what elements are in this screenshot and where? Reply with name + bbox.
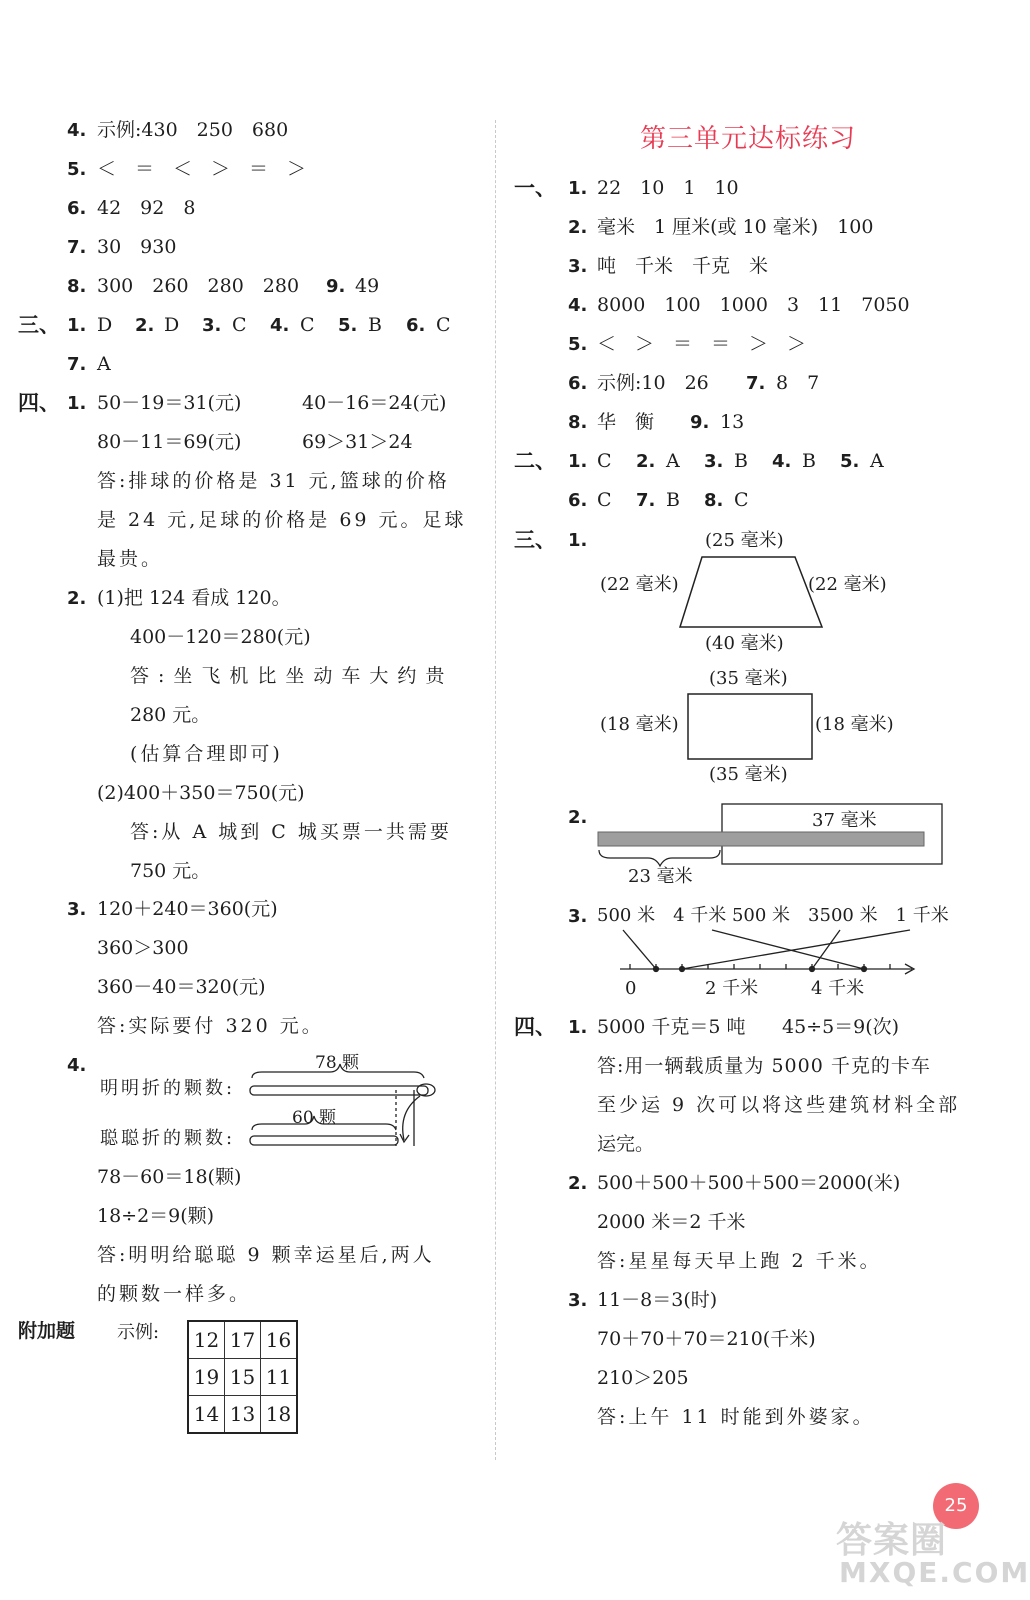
choice-num: 3. (704, 451, 724, 472)
match-4km500m (712, 930, 864, 969)
equation: 360－40＝320(元) (97, 976, 266, 998)
extra-question-label: 附加题 (18, 1320, 76, 1342)
match-1km (682, 930, 910, 969)
rectangle-bottom-label: (35 毫米) (709, 764, 788, 785)
answer-line: 750 元。 (130, 860, 211, 882)
brace-60 (252, 1116, 396, 1130)
trapezoid-shape (680, 557, 822, 627)
choice-ans: C (734, 489, 749, 511)
page-number-badge: 25 (933, 1483, 979, 1529)
q-number: 1. (568, 178, 588, 199)
p1-number: 1. (67, 393, 87, 414)
diagram-label-78: 78 颗 (315, 1053, 360, 1073)
choice-num: 5. (338, 315, 358, 336)
q-number: 3. (568, 906, 588, 927)
long-gray-bar (598, 832, 924, 846)
answer-line: 答:从 A 城到 C 城买票一共需要 (130, 821, 452, 843)
choice-ans: C (597, 450, 612, 472)
grid-cell: 17 (225, 1321, 261, 1359)
answer-line: 答:实际要付 320 元。 (97, 1015, 324, 1037)
answer-line: 运完。 (597, 1133, 655, 1155)
equation: 5000 千克＝5 吨 (597, 1016, 746, 1038)
match-500m (623, 930, 656, 969)
q-number: 7. (746, 373, 766, 394)
bar-comparison-diagram (598, 804, 942, 866)
choice-ans: B (802, 450, 816, 472)
choice-ans: C (597, 489, 612, 511)
q-number: 1. (568, 530, 588, 551)
note: (估算合理即可) (130, 743, 283, 765)
answer-line: 答:用一辆载质量为 5000 千克的卡车 (597, 1055, 931, 1077)
grid-cell: 15 (225, 1359, 261, 1396)
q-number: 2. (568, 807, 588, 828)
comparison: 360＞300 (97, 937, 189, 959)
q9-number: 9. (326, 276, 346, 297)
choice-ans: C (300, 314, 315, 336)
choice-ans: A (870, 450, 884, 472)
brace-23mm (599, 850, 720, 866)
diagram-label-60: 60 颗 (292, 1108, 337, 1128)
trapezoid-left-label: (22 毫米) (600, 574, 679, 595)
grid-cell: 13 (225, 1396, 261, 1434)
choice-ans: D (97, 314, 113, 336)
answer-line: 答:星星每天早上跑 2 千米。 (597, 1250, 882, 1272)
watermark-logo: 答案圈 (836, 1520, 948, 1561)
rectangle-left-label: (18 毫米) (600, 714, 679, 735)
q-answer: 13 (720, 411, 745, 433)
watermark-url: MXQE.COM (839, 1556, 1030, 1589)
p2-number: 2. (568, 1173, 588, 1194)
answer-line: 是 24 元,足球的价格是 69 元。足球 (97, 509, 467, 531)
q-answer: 吨 千米 千克 米 (597, 255, 769, 277)
choice-num: 1. (568, 451, 588, 472)
choice-ans: A (666, 450, 680, 472)
curved-arrow (403, 1096, 420, 1140)
choice-ans: D (164, 314, 180, 336)
q-answer: ＜ ＞ ＝ ＝ ＞ ＞ (597, 333, 807, 355)
grid-cell: 19 (188, 1359, 225, 1396)
equation: 78－60＝18(颗) (97, 1166, 242, 1188)
q-number: 6. (568, 373, 588, 394)
section-3-label-right: 三、 (514, 528, 556, 552)
q-number: 3. (568, 256, 588, 277)
diagram-label-congcong: 聪聪折的颗数: (100, 1128, 236, 1149)
section-2-label: 二、 (514, 449, 556, 473)
equation: 50－19＝31(元) (97, 392, 242, 414)
equation: 11－8＝3(时) (597, 1289, 718, 1311)
answer-line: 280 元。 (130, 704, 211, 726)
q-answer: 8000 100 1000 3 11 7050 (597, 294, 910, 316)
p4-number: 4. (67, 1055, 87, 1076)
q9-answer: 49 (355, 275, 380, 297)
q-number: 2. (568, 217, 588, 238)
q-number: 8. (568, 412, 588, 433)
equation: 45÷5＝9(次) (782, 1016, 900, 1038)
choice-num: 4. (772, 451, 792, 472)
q7-number: 7. (67, 237, 87, 258)
equation: 40－16＝24(元) (302, 392, 447, 414)
equation: 70＋70＋70＝210(千米) (597, 1328, 816, 1350)
q-answer: 8 7 (776, 372, 820, 394)
equation: 400－120＝280(元) (130, 626, 311, 648)
answer-line: 答:明明给聪聪 9 颗幸运星后,两人 (97, 1244, 435, 1266)
number-line-diagram (620, 930, 914, 974)
rectangle-shape (688, 694, 812, 759)
choice-num: 2. (135, 315, 155, 336)
diagram-label-mingming: 明明折的颗数: (100, 1078, 236, 1099)
choice-ans: C (436, 314, 451, 336)
grid-cell: 11 (261, 1359, 298, 1396)
choice-num: 3. (202, 315, 222, 336)
q-number: 9. (690, 412, 710, 433)
q4-number: 4. (67, 120, 87, 141)
choice-num: 2. (636, 451, 656, 472)
choice-num: 7. (636, 490, 656, 511)
match-3500m (812, 930, 840, 969)
q7-answer: 30 930 (97, 236, 177, 258)
q-answer: 毫米 1 厘米(或 10 毫米) 100 (597, 216, 874, 238)
grid-cell: 14 (188, 1396, 225, 1434)
choice-num: 6. (406, 315, 426, 336)
choice-ans: C (232, 314, 247, 336)
q-answer: 华 衡 (597, 411, 655, 433)
q8-number: 8. (67, 276, 87, 297)
rectangle-top-label: (35 毫米) (709, 668, 788, 689)
answer-line: 答:排球的价格是 31 元,篮球的价格 (97, 470, 450, 492)
grid-cell: 18 (261, 1396, 298, 1434)
answer-line: 答:坐飞机比坐动车大约贵 (130, 665, 454, 687)
answer-line: 最贵。 (97, 548, 164, 570)
answer-line: 至少运 9 次可以将这些建筑材料全部 (597, 1094, 961, 1116)
trapezoid-right-label: (22 毫米) (808, 574, 887, 595)
choice-ans: B (666, 489, 680, 511)
q6-answer: 42 92 8 (97, 197, 196, 219)
choice-num: 6. (568, 490, 588, 511)
rectangle-right-label: (18 毫米) (815, 714, 894, 735)
q5-answer: ＜ ＝ ＜ ＞ ＝ ＞ (97, 158, 307, 180)
equation: 2000 米＝2 千米 (597, 1211, 746, 1233)
equation: 500＋500＋500＋500＝2000(米) (597, 1172, 901, 1194)
numberline-tick-4km: 4 千米 (811, 978, 865, 999)
q5-number: 5. (67, 159, 87, 180)
equation: 18÷2＝9(颗) (97, 1205, 215, 1227)
q-answer: 22 10 1 10 (597, 177, 739, 199)
q4-answer: 示例:430 250 680 (97, 119, 289, 141)
section-4-label: 四、 (18, 391, 60, 415)
choice-ans: B (368, 314, 382, 336)
p3-number: 3. (568, 1290, 588, 1311)
choice-num: 8. (704, 490, 724, 511)
bar-length-23: 23 毫米 (628, 866, 693, 887)
numberline-labels: 500 米 4 千米 500 米 3500 米 1 千米 (597, 905, 949, 926)
grid-cell: 16 (261, 1321, 298, 1359)
q-number: 4. (568, 295, 588, 316)
choice-num: 7. (67, 354, 87, 375)
congcong-bar (250, 1136, 398, 1145)
unit-title: 第三单元达标练习 (640, 124, 857, 154)
numberline-tick-2km: 2 千米 (705, 978, 759, 999)
p1-number: 1. (568, 1017, 588, 1038)
brace-78 (252, 1064, 424, 1078)
equation: 80－11＝69(元) (97, 431, 242, 453)
choice-num: 4. (270, 315, 290, 336)
comparison: 69＞31＞24 (302, 431, 413, 453)
extra-example-label: 示例: (117, 1322, 160, 1343)
p2-number: 2. (67, 588, 87, 609)
choice-ans: A (97, 353, 111, 375)
answer-line: 答:上午 11 时能到外婆家。 (597, 1406, 875, 1428)
comparison: 210＞205 (597, 1367, 689, 1389)
trapezoid-bottom-label: (40 毫米) (705, 633, 784, 654)
q-number: 5. (568, 334, 588, 355)
grid-cell: 12 (188, 1321, 225, 1359)
q6-number: 6. (67, 198, 87, 219)
bar-length-37: 37 毫米 (812, 810, 877, 831)
p3-number: 3. (67, 899, 87, 920)
mingming-bar (250, 1086, 428, 1095)
choice-num: 1. (67, 315, 87, 336)
section-3-label: 三、 (18, 313, 60, 337)
numberline-tick-0: 0 (625, 978, 637, 999)
section-4-label-right: 四、 (514, 1015, 556, 1039)
answer-line: 的颗数一样多。 (97, 1283, 252, 1305)
step-line: (1)把 124 看成 120。 (97, 587, 291, 609)
q-answer: 示例:10 26 (597, 372, 709, 394)
q8-answer: 300 260 280 280 (97, 275, 300, 297)
choice-num: 5. (840, 451, 860, 472)
equation: (2)400＋350＝750(元) (97, 782, 305, 804)
section-1-label: 一、 (514, 176, 556, 200)
trapezoid-top-label: (25 毫米) (705, 530, 784, 551)
equation: 120＋240＝360(元) (97, 898, 278, 920)
choice-ans: B (734, 450, 748, 472)
star-comparison-diagram (250, 1064, 435, 1146)
